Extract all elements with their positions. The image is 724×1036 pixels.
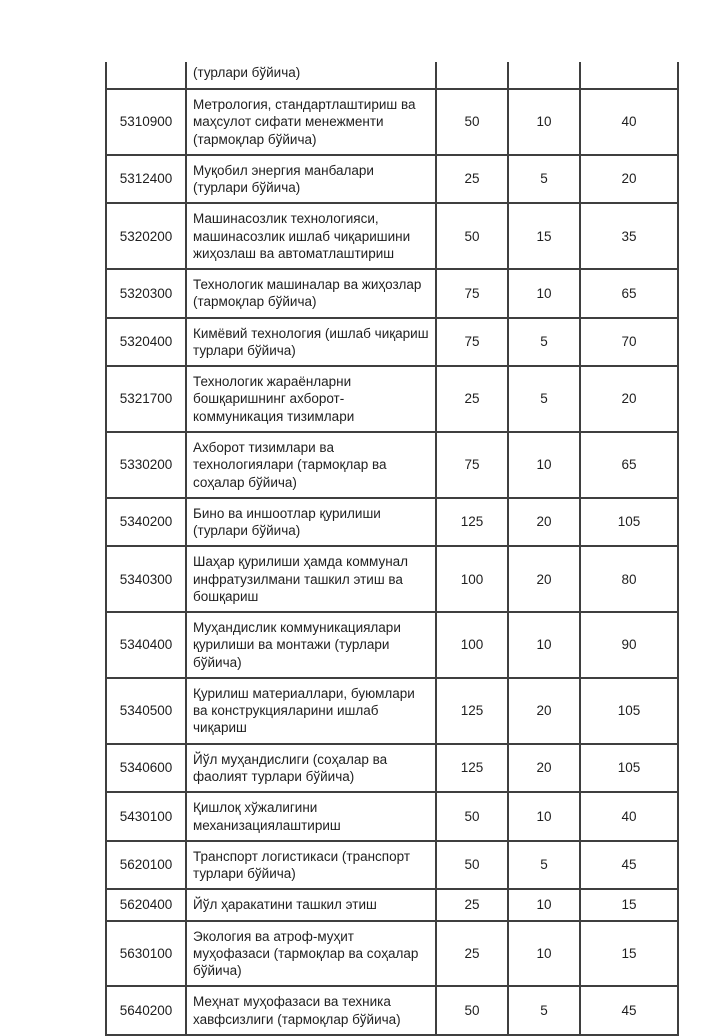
value-cell-3: 20: [580, 155, 678, 204]
value-cell-3: [580, 62, 678, 89]
specialty-code-cell: 5320200: [106, 203, 186, 269]
table-row: [106, 498, 678, 547]
value-cell-3: 20: [580, 366, 678, 432]
specialty-name-cell: (турлари бўйича): [186, 62, 436, 89]
table-row: [106, 841, 678, 890]
specialty-code-cell: 5340200: [106, 498, 186, 547]
table-row: [106, 155, 678, 204]
value-cell-1: 25: [436, 889, 508, 920]
table-row: [106, 546, 678, 612]
value-cell-1: 100: [436, 546, 508, 612]
specialty-name-cell: Шаҳар қурилиши ҳамда коммунал инфратузилмани ташкил этиш ва бошқариш: [186, 546, 436, 612]
specialty-name-cell: Метрология, стандартлаштириш ва маҳсулот сифати менежменти (тармоқлар бўйича): [186, 89, 436, 155]
value-cell-2: 10: [508, 89, 580, 155]
value-cell-3: 35: [580, 203, 678, 269]
value-cell-2: 10: [508, 432, 580, 498]
specialty-name-cell: Транспорт логистикаси (транспорт турлари бўйича): [186, 841, 436, 890]
value-cell-1: 100: [436, 612, 508, 678]
value-cell-1: 125: [436, 678, 508, 744]
value-cell-3: 15: [580, 889, 678, 920]
value-cell-3: 40: [580, 89, 678, 155]
specialty-code-cell: 5320400: [106, 318, 186, 367]
value-cell-3: 45: [580, 841, 678, 890]
specialty-name-cell: Меҳнат муҳофазаси ва техника хавфсизлиги (тармоқлар бўйича): [186, 986, 436, 1035]
value-cell-3: 15: [580, 921, 678, 987]
value-cell-2: 10: [508, 792, 580, 841]
value-cell-3: 70: [580, 318, 678, 367]
value-cell-3: 105: [580, 678, 678, 744]
specialty-name-cell: Кимёвий технология (ишлаб чиқариш турлари бўйича): [186, 318, 436, 367]
value-cell-2: 10: [508, 889, 580, 920]
value-cell-2: [508, 62, 580, 89]
table-row: [106, 318, 678, 367]
specialty-name-cell: Ахборот тизимлари ва технологиялари (тармоқлар ва соҳалар бўйича): [186, 432, 436, 498]
table-row: [106, 889, 678, 920]
specialty-name-cell: Технологик машиналар ва жиҳозлар (тармоқлар бўйича): [186, 269, 436, 318]
specialty-name-cell: Йўл муҳандислиги (соҳалар ва фаолият турлари бўйича): [186, 744, 436, 793]
value-cell-3: 80: [580, 546, 678, 612]
value-cell-2: 20: [508, 498, 580, 547]
value-cell-1: 50: [436, 89, 508, 155]
value-cell-1: 75: [436, 432, 508, 498]
value-cell-1: 50: [436, 792, 508, 841]
value-cell-3: 105: [580, 744, 678, 793]
value-cell-1: 50: [436, 841, 508, 890]
specialty-name-cell: Қурилиш материаллари, буюмлари ва конструкцияларини ишлаб чиқариш: [186, 678, 436, 744]
table-row: [106, 432, 678, 498]
value-cell-2: 5: [508, 841, 580, 890]
specialty-name-cell: Қишлоқ хўжалигини механизациялаштириш: [186, 792, 436, 841]
specialty-name-cell: Йўл ҳаракатини ташкил этиш: [186, 889, 436, 920]
specialty-code-cell: 5620400: [106, 889, 186, 920]
specialty-name-cell: Муҳандислик коммуникациялари қурилиши ва монтажи (турлари бўйича): [186, 612, 436, 678]
value-cell-2: 10: [508, 612, 580, 678]
specialty-code-cell: 5340500: [106, 678, 186, 744]
value-cell-3: 40: [580, 792, 678, 841]
value-cell-3: 105: [580, 498, 678, 547]
value-cell-2: 10: [508, 921, 580, 987]
value-cell-3: 45: [580, 986, 678, 1035]
specialty-code-cell: 5340400: [106, 612, 186, 678]
specialty-code-cell: 5330200: [106, 432, 186, 498]
table-row: [106, 203, 678, 269]
value-cell-3: 90: [580, 612, 678, 678]
specialty-code-cell: 5620100: [106, 841, 186, 890]
value-cell-2: 20: [508, 546, 580, 612]
specialty-name-cell: Экология ва атроф-муҳит муҳофазаси (тармоқлар ва соҳалар бўйича): [186, 921, 436, 987]
specialty-code-cell: 5640200: [106, 986, 186, 1035]
specialty-name-cell: Технологик жараёнларни бошқаришнинг ахборот-коммуникация тизимлари: [186, 366, 436, 432]
value-cell-3: 65: [580, 269, 678, 318]
value-cell-1: 50: [436, 203, 508, 269]
specialties-table-body: [106, 62, 678, 1035]
value-cell-1: 25: [436, 155, 508, 204]
value-cell-1: 125: [436, 498, 508, 547]
value-cell-1: 75: [436, 269, 508, 318]
value-cell-2: 5: [508, 986, 580, 1035]
specialty-code-cell: 5310900: [106, 89, 186, 155]
table-row: [106, 366, 678, 432]
value-cell-2: 5: [508, 366, 580, 432]
specialty-code-cell: 5430100: [106, 792, 186, 841]
specialty-code-cell: 5340600: [106, 744, 186, 793]
value-cell-2: 5: [508, 318, 580, 367]
value-cell-3: 65: [580, 432, 678, 498]
specialty-code-cell: 5321700: [106, 366, 186, 432]
specialty-code-cell: 5312400: [106, 155, 186, 204]
table-row: [106, 612, 678, 678]
value-cell-2: 20: [508, 744, 580, 793]
table-row: [106, 678, 678, 744]
table-row: [106, 744, 678, 793]
table-row: [106, 921, 678, 987]
value-cell-1: [436, 62, 508, 89]
value-cell-2: 10: [508, 269, 580, 318]
table-row: [106, 62, 678, 89]
value-cell-1: 125: [436, 744, 508, 793]
table-row: [106, 89, 678, 155]
table-row: [106, 269, 678, 318]
specialty-code-cell: 5340300: [106, 546, 186, 612]
value-cell-1: 50: [436, 986, 508, 1035]
value-cell-1: 25: [436, 921, 508, 987]
specialty-code-cell: 5630100: [106, 921, 186, 987]
specialty-name-cell: Машинасозлик технологияси, машинасозлик ишлаб чиқаришини жиҳозлаш ва автоматлаштириш: [186, 203, 436, 269]
table-row: [106, 986, 678, 1035]
specialty-code-cell: 5320300: [106, 269, 186, 318]
value-cell-1: 25: [436, 366, 508, 432]
value-cell-2: 15: [508, 203, 580, 269]
specialties-table: [105, 62, 679, 1036]
table-row: [106, 792, 678, 841]
value-cell-2: 20: [508, 678, 580, 744]
specialty-code-cell: [106, 62, 186, 89]
specialty-name-cell: Муқобил энергия манбалари (турлари бўйича): [186, 155, 436, 204]
value-cell-1: 75: [436, 318, 508, 367]
value-cell-2: 5: [508, 155, 580, 204]
specialty-name-cell: Бино ва иншоотлар қурилиши (турлари бўйича): [186, 498, 436, 547]
